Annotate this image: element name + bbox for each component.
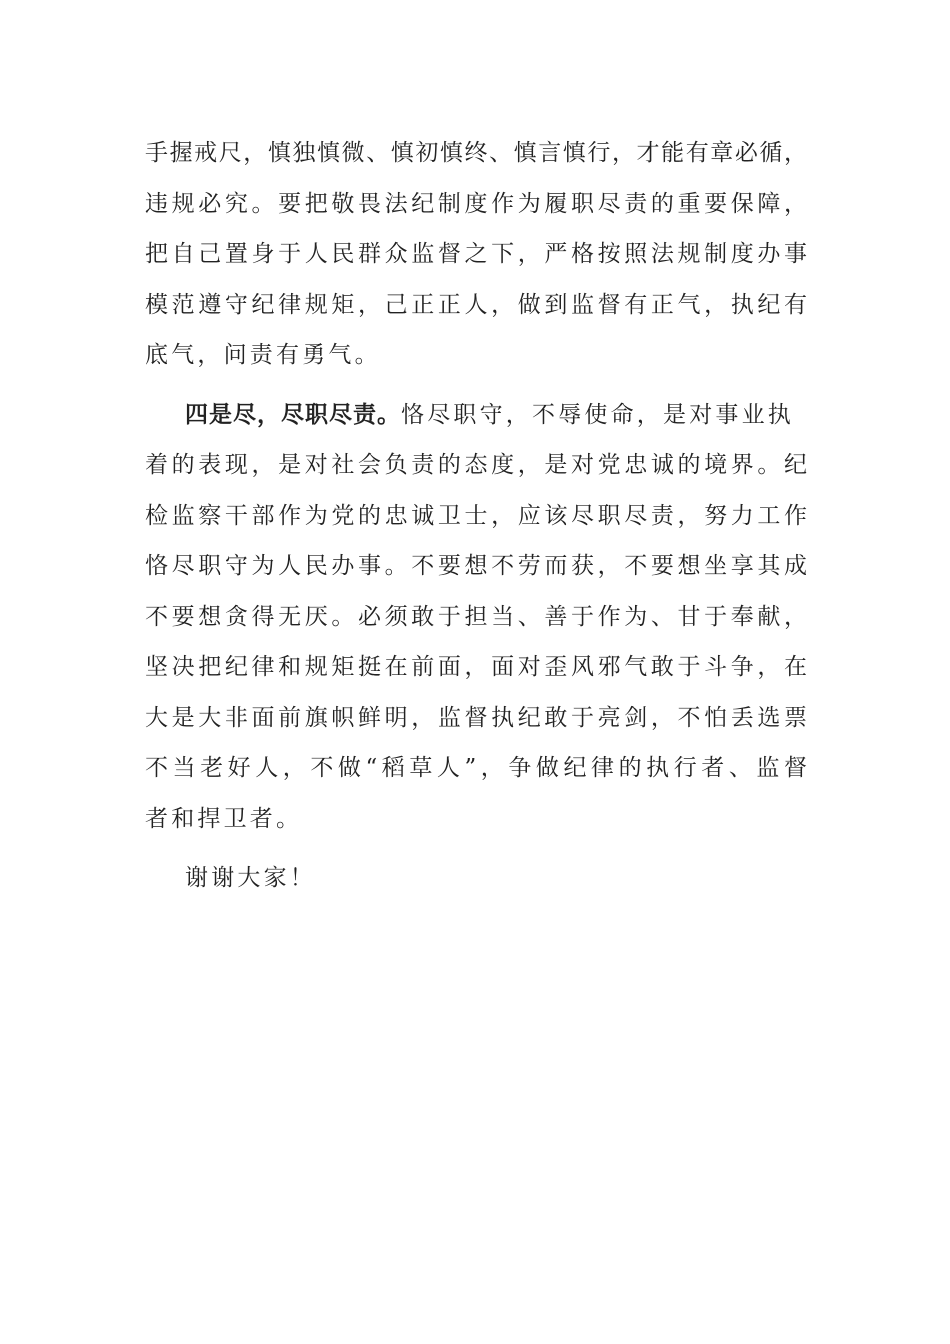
- text-line: 把自己置身于人民群众监督之下，严格按照法规制度办事: [145, 241, 807, 267]
- paragraph-duty: [145, 390, 807, 845]
- text-line: 坚决把纪律和规矩挺在前面，面对歪风邪气敢于斗争，在: [145, 654, 807, 680]
- paragraph-spacer: [145, 844, 807, 853]
- paragraph-spacer: [145, 381, 807, 390]
- text-line: 不当老好人，不做“稻草人”，争做纪律的执行者、监督: [145, 755, 807, 781]
- text-line: 违规必究。要把敬畏法纪制度作为履职尽责的重要保障，: [145, 190, 807, 217]
- text-line: 不要想贪得无厌。必须敢于担当、善于作为、甘于奉献，: [145, 603, 807, 630]
- text-line: 着的表现，是对社会负责的态度，是对党忠诚的境界。纪: [145, 452, 807, 478]
- document-body: [145, 128, 807, 904]
- text-line: 者和捍卫者。: [145, 805, 303, 832]
- text-line: 检监察干部作为党的忠诚卫士，应该尽职尽责，努力工作: [145, 502, 807, 529]
- text-line: 恪尽职守为人民办事。不要想不劳而获，不要想坐享其成: [145, 553, 807, 579]
- paragraph-first-line: [145, 390, 807, 441]
- closing-line: 谢谢大家！: [185, 865, 316, 891]
- text-line: 手握戒尺，慎独慎微、慎初慎终、慎言慎行，才能有章必循，: [145, 140, 807, 166]
- paragraph-closing: [145, 853, 807, 904]
- text-line: 底气，问责有勇气。: [145, 342, 381, 368]
- text-line: 大是大非面前旗帜鲜明，监督执纪敢于亮剑，不怕丢选票: [145, 704, 807, 731]
- section-heading: 四是尽，尽职尽责。: [185, 401, 401, 428]
- paragraph-discipline: [145, 128, 807, 381]
- text-segment: 恪尽职守，不辱使命，是对事业执: [401, 401, 794, 428]
- text-line: 模范遵守纪律规矩，己正正人，做到监督有正气，执纪有: [145, 291, 807, 318]
